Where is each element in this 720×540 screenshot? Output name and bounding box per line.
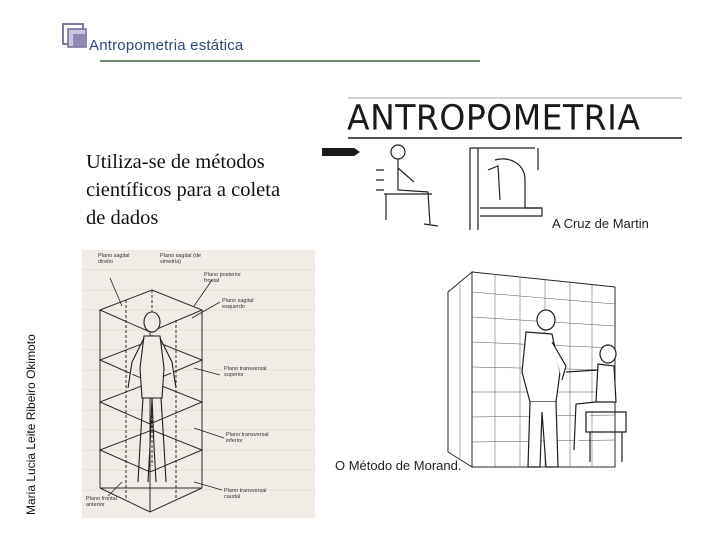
plane-label: Plano transversal inferior (226, 432, 269, 444)
plane-label: Plano sagital (de simetria) (160, 253, 201, 265)
slide-title: Antropometria estática (89, 37, 244, 54)
body-line: de dados (86, 207, 159, 229)
martin-cross-illustration (320, 90, 710, 240)
author-credit: Maria Lucia Leite Ribeiro Okimoto (24, 334, 38, 515)
plane-label: Plano transversal superior (224, 366, 267, 378)
plane-label: Plano sagital esquerdo (222, 298, 254, 310)
plane-label: Plano sagital direito (98, 253, 130, 265)
body-line: científicos para a coleta (86, 179, 281, 201)
slide-bullet-icon (61, 22, 89, 50)
plane-label: Plano posterior frontal (204, 272, 241, 284)
morand-method-illustration (330, 262, 640, 480)
title-divider (100, 60, 480, 62)
body-line: Utiliza-se de métodos (86, 151, 265, 173)
plane-label: Plano frontal anterior (86, 496, 117, 508)
martin-caption: A Cruz de Martin (552, 216, 649, 231)
anatomical-planes-illustration (82, 250, 315, 518)
morand-caption: O Método de Morand. (335, 458, 462, 473)
antropometria-heading: ANTROPOMETRIA (347, 97, 641, 138)
plane-label: Plano transversal caudal (224, 488, 267, 500)
body-text (86, 148, 326, 232)
